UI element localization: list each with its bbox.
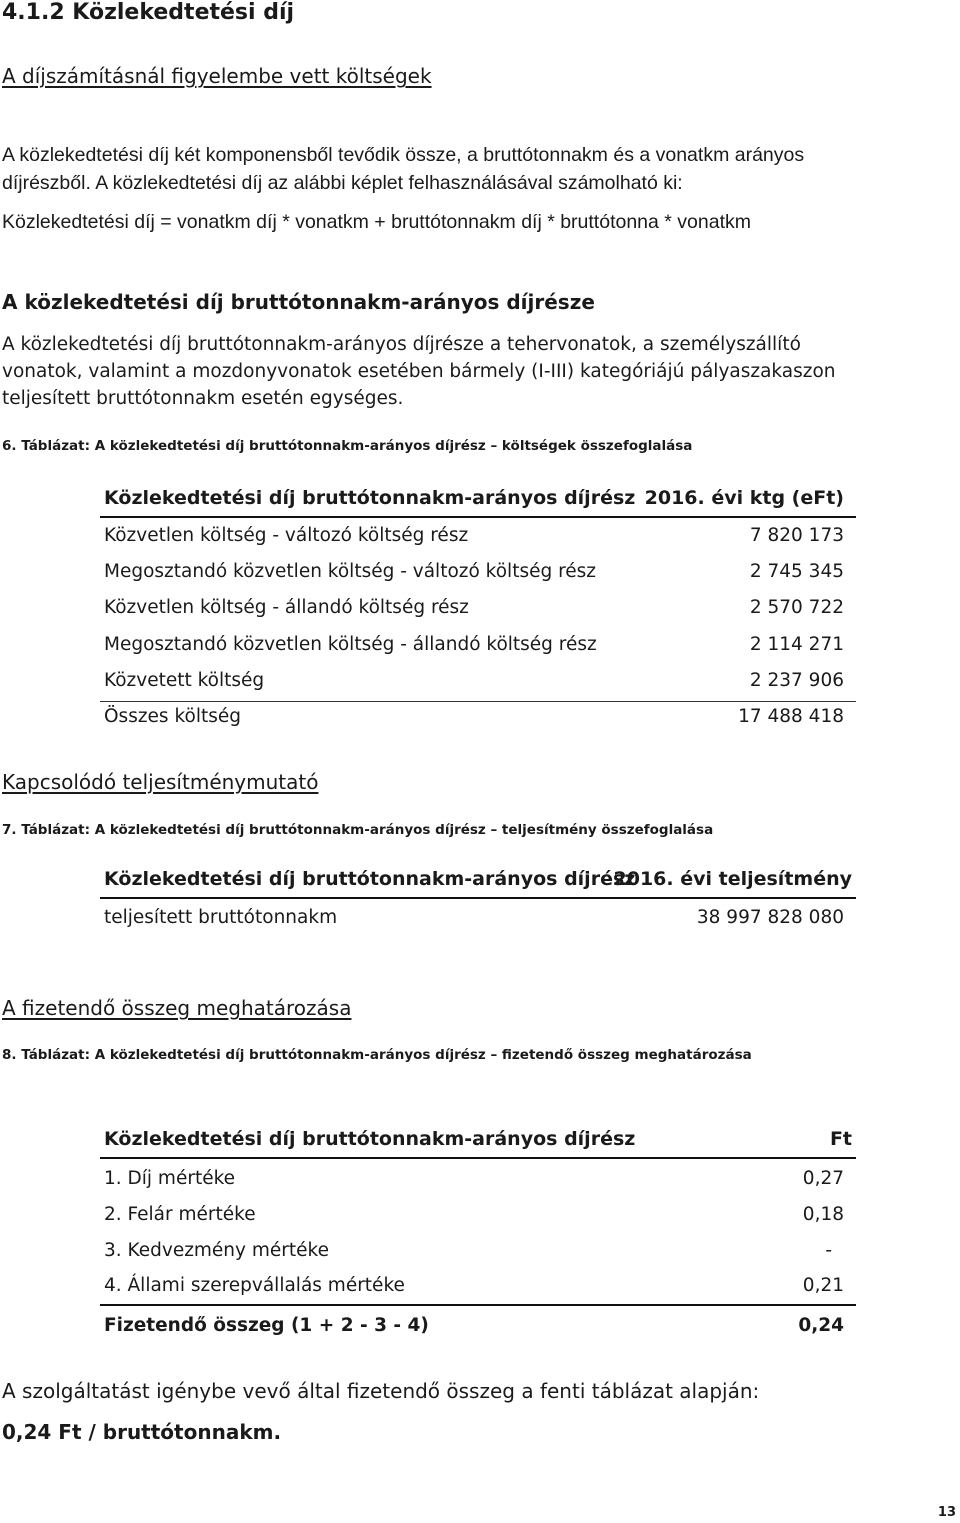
table-row bbox=[100, 525, 856, 555]
row-value: 38 997 828 080 bbox=[696, 907, 844, 928]
table-header bbox=[100, 1128, 856, 1158]
heading-btkm: A közlekedtetési díj bruttótonnakm-arányos díjrésze bbox=[2, 290, 595, 314]
row-label: 3. Kedvezmény mértéke bbox=[104, 1240, 329, 1261]
row-value: 0,21 bbox=[802, 1275, 844, 1296]
header-rule bbox=[100, 897, 856, 899]
total-rule bbox=[100, 701, 856, 702]
total-row bbox=[100, 706, 856, 736]
total-label: Fizetendő összeg (1 + 2 - 3 - 4) bbox=[104, 1315, 429, 1336]
subheading-payable: A fizetendő összeg meghatározása bbox=[2, 996, 352, 1020]
header-label: Közlekedtetési díj bruttótonnakm-arányos díjrész bbox=[104, 487, 636, 509]
total-rule bbox=[100, 1304, 856, 1306]
cost-table bbox=[100, 485, 856, 735]
table-row bbox=[100, 1275, 856, 1305]
row-label: Közvetlen költség - változó költség rész bbox=[104, 525, 469, 546]
row-label: Közvetett költség bbox=[104, 670, 265, 691]
table-header bbox=[100, 487, 856, 517]
intro-line-2: díjrészből. A közlekedtetési díj az alábbi képlet felhasználásával számolható ki: bbox=[2, 172, 683, 194]
caption-table-7: 7. Táblázat: A közlekedtetési díj bruttótonnakm-arányos díjrész – teljesítmény összefoglalása bbox=[2, 822, 714, 838]
page-number: 13 bbox=[937, 1505, 956, 1520]
subheading-performance: Kapcsolódó teljesítménymutató bbox=[2, 770, 319, 794]
result-text: 0,24 Ft / bruttótonnakm. bbox=[2, 1420, 282, 1444]
table-row bbox=[100, 670, 856, 700]
conclusion-text: A szolgáltatást igénybe vevő által fizetendő összeg a fenti táblázat alapján: bbox=[2, 1379, 760, 1403]
table-row bbox=[100, 634, 856, 664]
total-value: 0,24 bbox=[798, 1315, 844, 1336]
header-value: Ft bbox=[829, 1128, 852, 1150]
paragraph-line-1: A közlekedtetési díj bruttótonnakm-arányos díjrésze a tehervonatok, a személyszállító bbox=[2, 334, 801, 355]
row-label: Közvetlen költség - állandó költség rész bbox=[104, 597, 469, 618]
row-value: 7 820 173 bbox=[749, 525, 844, 546]
header-value: 2016. évi ktg (eFt) bbox=[644, 487, 844, 509]
total-value: 17 488 418 bbox=[738, 706, 844, 727]
caption-table-8: 8. Táblázat: A közlekedtetési díj bruttótonnakm-arányos díjrész – fizetendő összeg meghatározása bbox=[2, 1047, 752, 1063]
row-label: 1. Díj mértéke bbox=[104, 1168, 236, 1189]
table-row bbox=[100, 597, 856, 627]
header-label: Közlekedtetési díj bruttótonnakm-arányos díjrész bbox=[104, 868, 636, 890]
subheading-costs: A díjszámításnál figyelembe vett költségek bbox=[2, 64, 432, 88]
header-rule bbox=[100, 516, 856, 518]
payable-table bbox=[100, 1126, 856, 1346]
table-row bbox=[100, 907, 856, 937]
section-heading: 4.1.2 Közlekedtetési díj bbox=[2, 0, 295, 25]
row-value: 2 745 345 bbox=[749, 561, 844, 582]
row-value: 2 237 906 bbox=[749, 670, 844, 691]
formula: Közlekedtetési díj = vonatkm díj * vonatkm + bruttótonnakm díj * bruttótonna * vonatkm bbox=[2, 211, 751, 233]
row-value: 2 114 271 bbox=[749, 634, 844, 655]
row-value: 2 570 722 bbox=[749, 597, 844, 618]
paragraph-line-3: teljesített bruttótonnakm esetén egységes. bbox=[2, 388, 404, 409]
row-value: 0,27 bbox=[802, 1168, 844, 1189]
table-row bbox=[100, 1240, 856, 1270]
total-label: Összes költség bbox=[104, 706, 241, 727]
table-header bbox=[100, 868, 856, 898]
row-label: Megosztandó közvetlen költség - állandó költség rész bbox=[104, 634, 597, 655]
header-label: Közlekedtetési díj bruttótonnakm-arányos díjrész bbox=[104, 1128, 636, 1150]
row-label: 4. Állami szerepvállalás mértéke bbox=[104, 1275, 405, 1296]
paragraph-line-2: vonatok, valamint a mozdonyvonatok esetében bármely (I-III) kategóriájú pályaszakaszon bbox=[2, 361, 836, 382]
table-row bbox=[100, 1168, 856, 1198]
row-label: teljesített bruttótonnakm bbox=[104, 907, 338, 928]
row-value: 0,18 bbox=[802, 1204, 844, 1225]
intro-line-1: A közlekedtetési díj két komponensből tevődik össze, a bruttótonnakm és a vonatkm arányos bbox=[2, 144, 805, 166]
total-row bbox=[100, 1315, 856, 1345]
row-label: Megosztandó közvetlen költség - változó költség rész bbox=[104, 561, 597, 582]
header-value: 2016. évi teljesítmény bbox=[613, 868, 852, 890]
header-rule bbox=[100, 1157, 856, 1159]
performance-table bbox=[100, 866, 856, 938]
table-row bbox=[100, 561, 856, 591]
row-value: - bbox=[825, 1240, 832, 1261]
table-row bbox=[100, 1204, 856, 1234]
row-label: 2. Felár mértéke bbox=[104, 1204, 256, 1225]
caption-table-6: 6. Táblázat: A közlekedtetési díj bruttótonnakm-arányos díjrész – költségek összefoglalása bbox=[2, 438, 693, 454]
